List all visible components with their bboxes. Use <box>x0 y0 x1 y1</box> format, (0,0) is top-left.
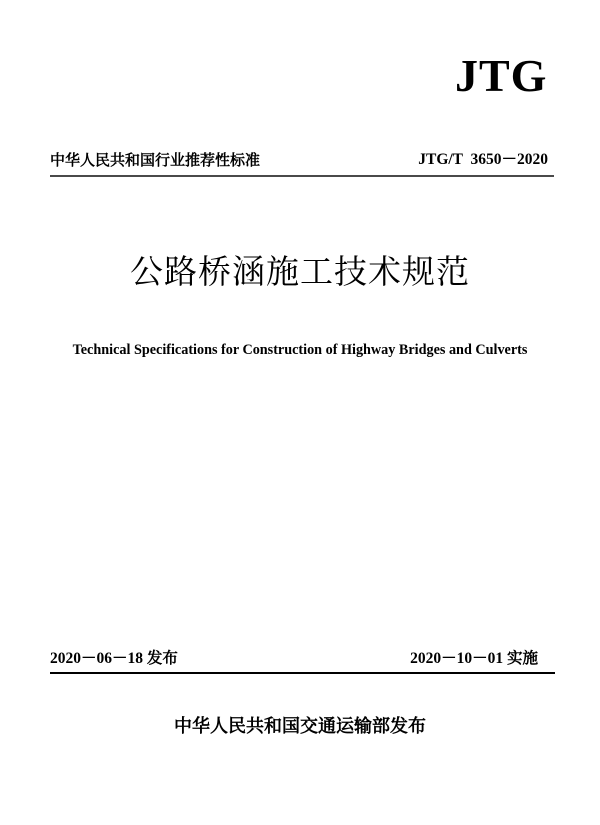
title-chinese: 公路桥涵施工技术规范 <box>130 252 470 291</box>
implementation-date: 2020－10－01 实施 <box>410 650 538 667</box>
issue-date: 2020－06－18 发布 <box>50 650 178 667</box>
top-divider <box>50 175 554 177</box>
title-english: Technical Specifications for Construction of Highway Bridges and Culverts <box>72 342 528 358</box>
series-logo: JTG <box>455 50 548 101</box>
bottom-divider <box>50 672 555 674</box>
standard-code: JTG/T 3650－2020 <box>418 151 548 168</box>
standard-type: 中华人民共和国行业推荐性标准 <box>50 151 261 169</box>
publisher: 中华人民共和国交通运输部发布 <box>174 716 426 737</box>
